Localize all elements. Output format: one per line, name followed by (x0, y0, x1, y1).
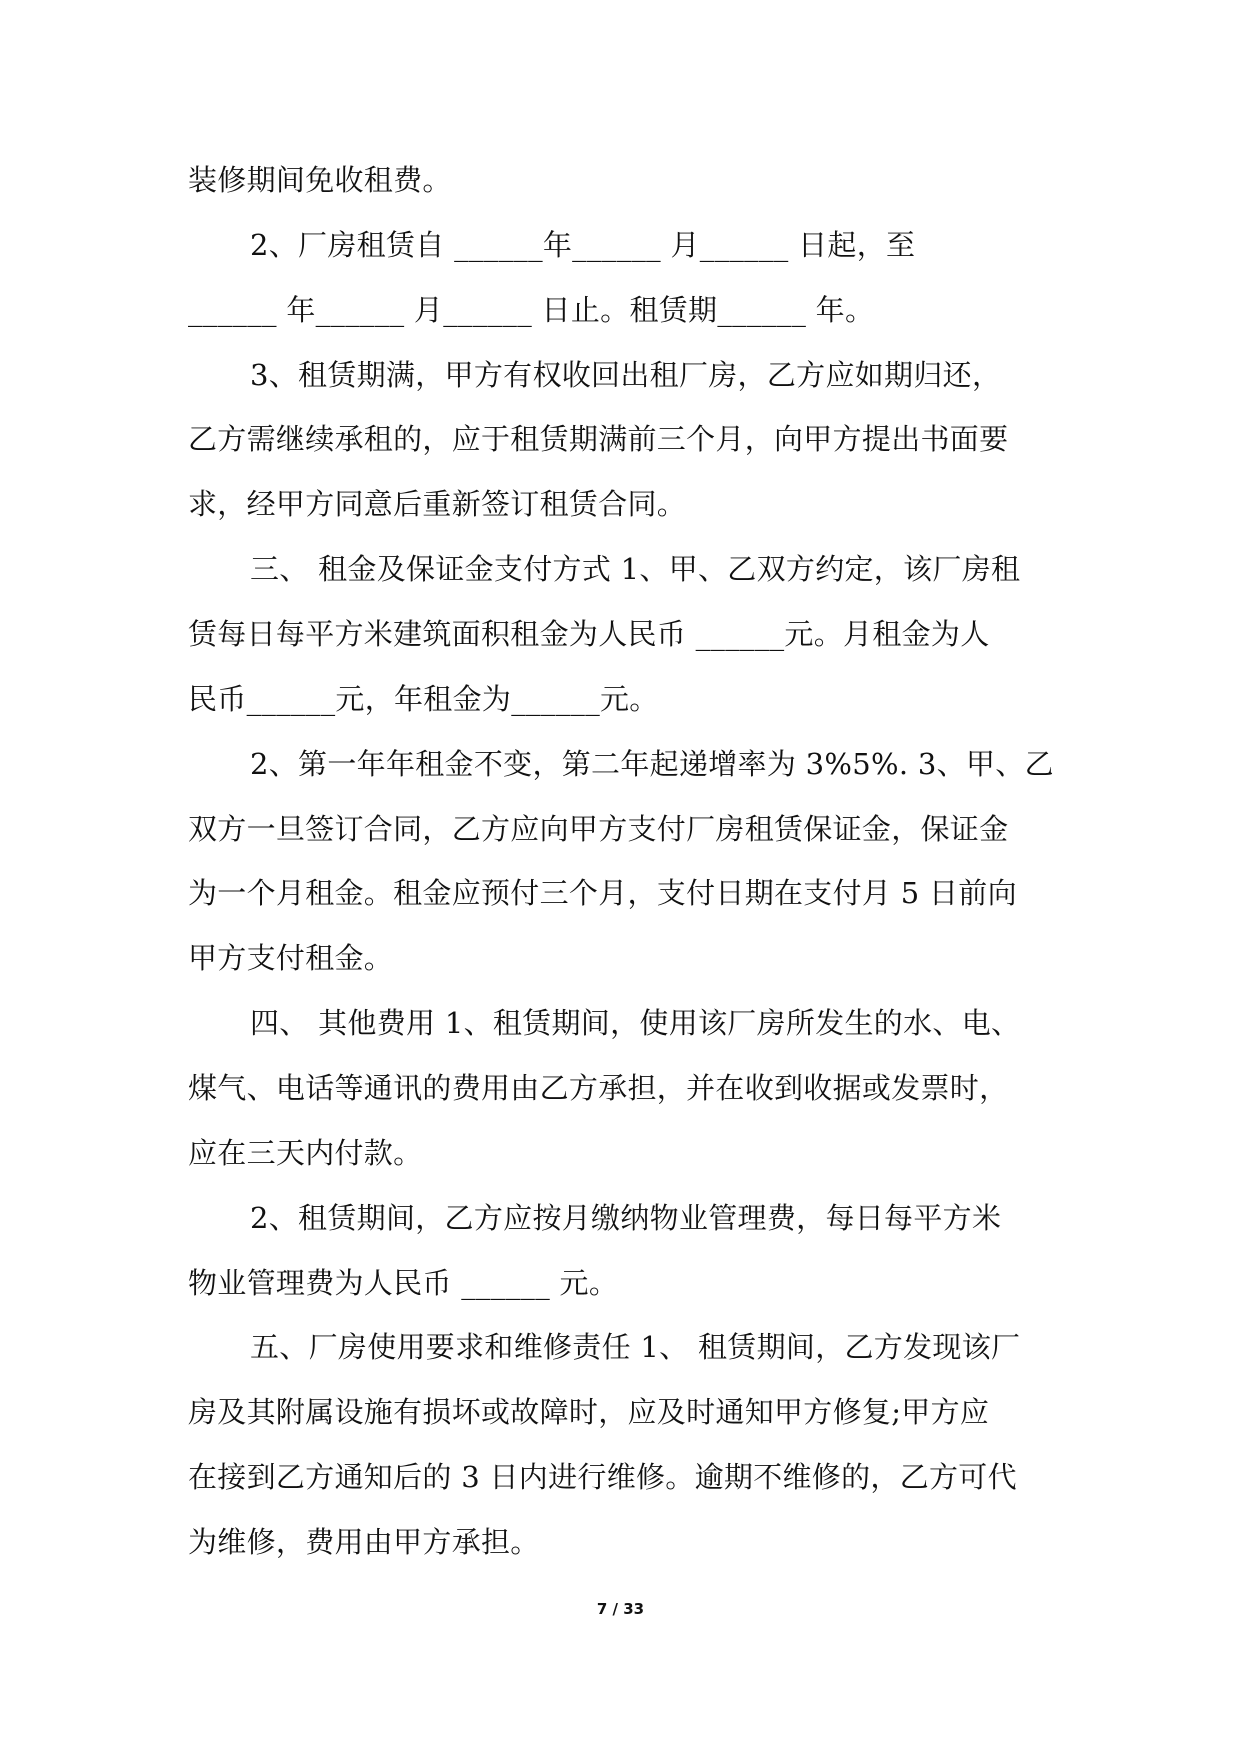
text-line: 乙方需继续承租的，应于租赁期满前三个月，向甲方提出书面要 (188, 422, 1009, 456)
text-line: 四、 其他费用 1、租赁期间，使用该厂房所发生的水、电、 (250, 1006, 1021, 1040)
text-line: 为维修，费用由甲方承担。 (188, 1525, 540, 1559)
text-line: 在接到乙方通知后的 3 日内进行维修。逾期不维修的，乙方可代 (188, 1460, 1017, 1494)
text-line: 求，经甲方同意后重新签订租赁合同。 (188, 487, 687, 521)
text-line: 物业管理费为人民币 ______ 元。 (188, 1266, 619, 1300)
text-line: 应在三天内付款。 (188, 1136, 423, 1170)
text-line: 五、厂房使用要求和维修责任 1、 租赁期间，乙方发现该厂 (250, 1330, 1021, 1364)
text-line: ______ 年______ 月______ 日止。租赁期______ 年。 (188, 293, 875, 327)
text-line: 为一个月租金。租金应预付三个月，支付日期在支付月 5 日前向 (188, 876, 1017, 910)
text-line: 2、租赁期间，乙方应按月缴纳物业管理费，每日每平方米 (250, 1201, 1002, 1235)
text-line: 三、 租金及保证金支付方式 1、甲、乙双方约定，该厂房租 (250, 552, 1021, 586)
text-line: 2、厂房租赁自 ______年______ 月______ 日起，至 (250, 228, 916, 262)
page-number: 7 / 33 (596, 1600, 645, 1618)
text-line: 3、租赁期满，甲方有权收回出租厂房，乙方应如期归还， (250, 358, 1002, 392)
text-line: 民币______元，年租金为______元。 (188, 682, 659, 716)
text-line: 2、第一年年租金不变，第二年起递增率为 3%5%. 3、甲、乙 (250, 747, 1054, 781)
text-line: 房及其附属设施有损坏或故障时，应及时通知甲方修复;甲方应 (188, 1395, 990, 1429)
text-line: 甲方支付租金。 (188, 941, 394, 975)
text-line: 装修期间免收租费。 (188, 163, 452, 197)
text-line: 煤气、电话等通讯的费用由乙方承担，并在收到收据或发票时， (188, 1071, 1009, 1105)
text-line: 赁每日每平方米建筑面积租金为人民币 ______元。月租金为人 (188, 617, 990, 651)
text-line: 双方一旦签订合同，乙方应向甲方支付厂房租赁保证金，保证金 (188, 812, 1009, 846)
